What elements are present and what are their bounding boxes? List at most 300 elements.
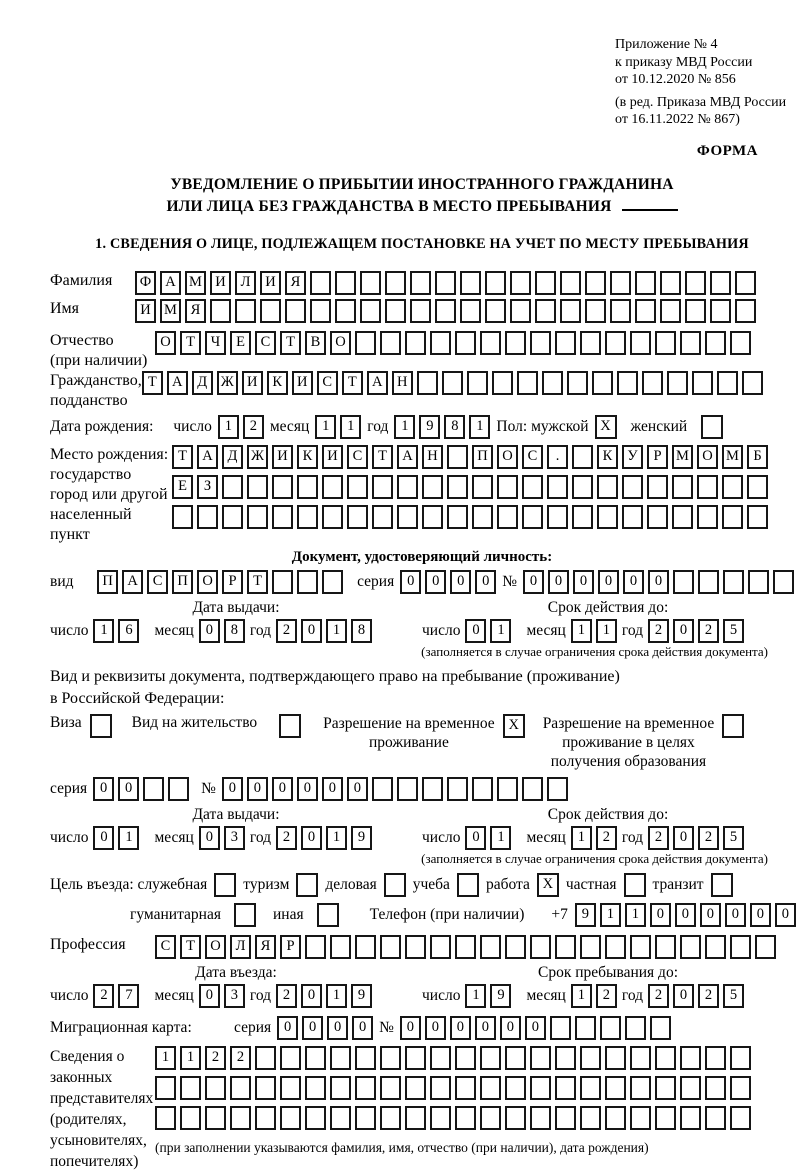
- char-box[interactable]: [480, 1046, 501, 1070]
- char-box[interactable]: [335, 299, 356, 323]
- char-box[interactable]: [205, 1076, 226, 1100]
- char-box[interactable]: 0: [400, 1016, 421, 1040]
- char-box[interactable]: Л: [235, 271, 256, 295]
- char-box[interactable]: 2: [230, 1046, 251, 1070]
- char-box[interactable]: 1: [571, 984, 592, 1008]
- char-box[interactable]: З: [197, 475, 218, 499]
- char-box[interactable]: [280, 1046, 301, 1070]
- char-box[interactable]: [310, 299, 331, 323]
- char-box[interactable]: [355, 331, 376, 355]
- char-box[interactable]: [680, 1106, 701, 1130]
- char-box[interactable]: 0: [93, 826, 114, 850]
- char-box[interactable]: [730, 1106, 751, 1130]
- char-box[interactable]: [372, 475, 393, 499]
- char-box[interactable]: А: [167, 371, 188, 395]
- visa-checkbox[interactable]: [90, 714, 112, 738]
- char-box[interactable]: 0: [301, 826, 322, 850]
- char-box[interactable]: [535, 299, 556, 323]
- gender-male-checkbox[interactable]: X: [595, 415, 617, 439]
- char-box[interactable]: [673, 570, 694, 594]
- char-box[interactable]: [417, 371, 438, 395]
- char-box[interactable]: 1: [465, 984, 486, 1008]
- char-box[interactable]: [530, 331, 551, 355]
- char-box[interactable]: 0: [199, 826, 220, 850]
- char-box[interactable]: [605, 1046, 626, 1070]
- char-box[interactable]: 3: [224, 826, 245, 850]
- char-box[interactable]: [530, 1076, 551, 1100]
- char-box[interactable]: 2: [648, 619, 669, 643]
- char-box[interactable]: [755, 935, 776, 959]
- char-box[interactable]: [430, 1106, 451, 1130]
- purpose-humanitarian-checkbox[interactable]: [234, 903, 256, 927]
- char-box[interactable]: [747, 475, 768, 499]
- char-box[interactable]: [530, 935, 551, 959]
- char-box[interactable]: [580, 1046, 601, 1070]
- purpose-tourism-checkbox[interactable]: [296, 873, 318, 897]
- char-box[interactable]: 1: [625, 903, 646, 927]
- char-box[interactable]: [705, 331, 726, 355]
- char-box[interactable]: [330, 1106, 351, 1130]
- char-box[interactable]: [572, 505, 593, 529]
- char-box[interactable]: Т: [280, 331, 301, 355]
- char-box[interactable]: Я: [285, 271, 306, 295]
- char-box[interactable]: [710, 271, 731, 295]
- char-box[interactable]: [592, 371, 613, 395]
- char-box[interactable]: [435, 299, 456, 323]
- char-box[interactable]: 1: [490, 826, 511, 850]
- char-box[interactable]: 0: [327, 1016, 348, 1040]
- char-box[interactable]: [385, 299, 406, 323]
- char-box[interactable]: [230, 1076, 251, 1100]
- char-box[interactable]: 2: [243, 415, 264, 439]
- gender-female-checkbox[interactable]: [701, 415, 723, 439]
- char-box[interactable]: 0: [277, 1016, 298, 1040]
- char-box[interactable]: 0: [500, 1016, 521, 1040]
- char-box[interactable]: О: [497, 445, 518, 469]
- char-box[interactable]: [580, 1106, 601, 1130]
- char-box[interactable]: [685, 299, 706, 323]
- char-box[interactable]: 0: [222, 777, 243, 801]
- char-box[interactable]: [297, 570, 318, 594]
- char-box[interactable]: [555, 1046, 576, 1070]
- char-box[interactable]: [647, 475, 668, 499]
- char-box[interactable]: [660, 271, 681, 295]
- char-box[interactable]: 0: [650, 903, 671, 927]
- char-box[interactable]: 1: [315, 415, 336, 439]
- purpose-other-checkbox[interactable]: [317, 903, 339, 927]
- char-box[interactable]: [567, 371, 588, 395]
- char-box[interactable]: [222, 505, 243, 529]
- char-box[interactable]: П: [97, 570, 118, 594]
- char-box[interactable]: О: [697, 445, 718, 469]
- char-box[interactable]: [547, 475, 568, 499]
- char-box[interactable]: Т: [142, 371, 163, 395]
- char-box[interactable]: 0: [400, 570, 421, 594]
- char-box[interactable]: Р: [280, 935, 301, 959]
- purpose-private-checkbox[interactable]: [624, 873, 646, 897]
- char-box[interactable]: [705, 1106, 726, 1130]
- char-box[interactable]: 0: [750, 903, 771, 927]
- char-box[interactable]: 2: [648, 826, 669, 850]
- char-box[interactable]: [580, 935, 601, 959]
- char-box[interactable]: 1: [155, 1046, 176, 1070]
- char-box[interactable]: А: [397, 445, 418, 469]
- char-box[interactable]: [247, 505, 268, 529]
- char-box[interactable]: [380, 1106, 401, 1130]
- purpose-transit-checkbox[interactable]: [711, 873, 733, 897]
- char-box[interactable]: 1: [571, 826, 592, 850]
- char-box[interactable]: С: [155, 935, 176, 959]
- char-box[interactable]: [610, 299, 631, 323]
- char-box[interactable]: 2: [93, 984, 114, 1008]
- char-box[interactable]: [742, 371, 763, 395]
- char-box[interactable]: [285, 299, 306, 323]
- char-box[interactable]: [697, 505, 718, 529]
- char-box[interactable]: 1: [571, 619, 592, 643]
- char-box[interactable]: [410, 299, 431, 323]
- char-box[interactable]: 1: [93, 619, 114, 643]
- char-box[interactable]: [372, 777, 393, 801]
- char-box[interactable]: 2: [205, 1046, 226, 1070]
- char-box[interactable]: [385, 271, 406, 295]
- char-box[interactable]: [550, 1016, 571, 1040]
- char-box[interactable]: Т: [180, 331, 201, 355]
- char-box[interactable]: [597, 505, 618, 529]
- char-box[interactable]: О: [330, 331, 351, 355]
- char-box[interactable]: 1: [469, 415, 490, 439]
- char-box[interactable]: [460, 299, 481, 323]
- char-box[interactable]: И: [260, 271, 281, 295]
- char-box[interactable]: [680, 935, 701, 959]
- char-box[interactable]: [560, 271, 581, 295]
- char-box[interactable]: 8: [351, 619, 372, 643]
- char-box[interactable]: 0: [523, 570, 544, 594]
- char-box[interactable]: Р: [222, 570, 243, 594]
- char-box[interactable]: [447, 475, 468, 499]
- char-box[interactable]: [492, 371, 513, 395]
- char-box[interactable]: [647, 505, 668, 529]
- char-box[interactable]: 1: [394, 415, 415, 439]
- char-box[interactable]: [535, 271, 556, 295]
- char-box[interactable]: [405, 935, 426, 959]
- char-box[interactable]: [472, 505, 493, 529]
- char-box[interactable]: 3: [224, 984, 245, 1008]
- char-box[interactable]: [447, 445, 468, 469]
- char-box[interactable]: [655, 935, 676, 959]
- char-box[interactable]: Т: [372, 445, 393, 469]
- char-box[interactable]: И: [272, 445, 293, 469]
- char-box[interactable]: [360, 271, 381, 295]
- char-box[interactable]: [585, 299, 606, 323]
- char-box[interactable]: [347, 505, 368, 529]
- char-box[interactable]: О: [205, 935, 226, 959]
- char-box[interactable]: [497, 777, 518, 801]
- char-box[interactable]: [355, 1106, 376, 1130]
- char-box[interactable]: М: [185, 271, 206, 295]
- char-box[interactable]: 0: [548, 570, 569, 594]
- char-box[interactable]: 0: [700, 903, 721, 927]
- char-box[interactable]: [717, 371, 738, 395]
- char-box[interactable]: [660, 299, 681, 323]
- char-box[interactable]: К: [297, 445, 318, 469]
- char-box[interactable]: [472, 777, 493, 801]
- char-box[interactable]: [560, 299, 581, 323]
- char-box[interactable]: [748, 570, 769, 594]
- char-box[interactable]: [580, 331, 601, 355]
- char-box[interactable]: И: [292, 371, 313, 395]
- char-box[interactable]: С: [347, 445, 368, 469]
- char-box[interactable]: [505, 935, 526, 959]
- char-box[interactable]: [705, 935, 726, 959]
- char-box[interactable]: 0: [450, 570, 471, 594]
- char-box[interactable]: [667, 371, 688, 395]
- char-box[interactable]: [692, 371, 713, 395]
- temp-permit-checkbox[interactable]: X: [503, 714, 525, 738]
- char-box[interactable]: А: [122, 570, 143, 594]
- char-box[interactable]: [622, 475, 643, 499]
- char-box[interactable]: 5: [723, 826, 744, 850]
- char-box[interactable]: [680, 331, 701, 355]
- char-box[interactable]: [510, 271, 531, 295]
- char-box[interactable]: [580, 1076, 601, 1100]
- char-box[interactable]: 1: [326, 984, 347, 1008]
- char-box[interactable]: 2: [596, 984, 617, 1008]
- char-box[interactable]: Д: [192, 371, 213, 395]
- char-box[interactable]: [735, 271, 756, 295]
- char-box[interactable]: [605, 331, 626, 355]
- char-box[interactable]: 0: [475, 1016, 496, 1040]
- char-box[interactable]: [280, 1106, 301, 1130]
- char-box[interactable]: 0: [673, 826, 694, 850]
- char-box[interactable]: [497, 505, 518, 529]
- char-box[interactable]: 2: [276, 619, 297, 643]
- char-box[interactable]: [380, 331, 401, 355]
- char-box[interactable]: 5: [723, 619, 744, 643]
- char-box[interactable]: 1: [118, 826, 139, 850]
- char-box[interactable]: [410, 271, 431, 295]
- char-box[interactable]: 1: [600, 903, 621, 927]
- char-box[interactable]: 0: [465, 619, 486, 643]
- char-box[interactable]: 1: [326, 619, 347, 643]
- char-box[interactable]: [655, 1076, 676, 1100]
- char-box[interactable]: [335, 271, 356, 295]
- char-box[interactable]: 0: [465, 826, 486, 850]
- char-box[interactable]: [467, 371, 488, 395]
- char-box[interactable]: [655, 1046, 676, 1070]
- char-box[interactable]: [622, 505, 643, 529]
- char-box[interactable]: [555, 1076, 576, 1100]
- char-box[interactable]: [272, 475, 293, 499]
- char-box[interactable]: [600, 1016, 621, 1040]
- char-box[interactable]: [672, 475, 693, 499]
- char-box[interactable]: [397, 777, 418, 801]
- char-box[interactable]: [430, 1076, 451, 1100]
- char-box[interactable]: [605, 1076, 626, 1100]
- char-box[interactable]: [630, 935, 651, 959]
- char-box[interactable]: [635, 271, 656, 295]
- char-box[interactable]: Т: [342, 371, 363, 395]
- char-box[interactable]: [497, 475, 518, 499]
- char-box[interactable]: Ж: [247, 445, 268, 469]
- char-box[interactable]: [405, 1106, 426, 1130]
- char-box[interactable]: [730, 1046, 751, 1070]
- char-box[interactable]: [247, 475, 268, 499]
- char-box[interactable]: [197, 505, 218, 529]
- char-box[interactable]: [422, 505, 443, 529]
- char-box[interactable]: [355, 1076, 376, 1100]
- char-box[interactable]: [172, 505, 193, 529]
- char-box[interactable]: 9: [575, 903, 596, 927]
- residence-permit-checkbox[interactable]: [279, 714, 301, 738]
- char-box[interactable]: Т: [247, 570, 268, 594]
- char-box[interactable]: [230, 1106, 251, 1130]
- char-box[interactable]: П: [472, 445, 493, 469]
- char-box[interactable]: 0: [425, 570, 446, 594]
- char-box[interactable]: [710, 299, 731, 323]
- char-box[interactable]: [680, 1076, 701, 1100]
- char-box[interactable]: Л: [230, 935, 251, 959]
- char-box[interactable]: 8: [444, 415, 465, 439]
- char-box[interactable]: К: [597, 445, 618, 469]
- char-box[interactable]: [730, 331, 751, 355]
- char-box[interactable]: 1: [340, 415, 361, 439]
- char-box[interactable]: [355, 1046, 376, 1070]
- char-box[interactable]: А: [197, 445, 218, 469]
- char-box[interactable]: [435, 271, 456, 295]
- char-box[interactable]: [730, 1076, 751, 1100]
- purpose-study-checkbox[interactable]: [457, 873, 479, 897]
- char-box[interactable]: [698, 570, 719, 594]
- char-box[interactable]: [680, 1046, 701, 1070]
- char-box[interactable]: [517, 371, 538, 395]
- char-box[interactable]: [555, 331, 576, 355]
- char-box[interactable]: [617, 371, 638, 395]
- char-box[interactable]: [625, 1016, 646, 1040]
- char-box[interactable]: 0: [725, 903, 746, 927]
- char-box[interactable]: [480, 935, 501, 959]
- char-box[interactable]: 0: [450, 1016, 471, 1040]
- char-box[interactable]: [330, 1076, 351, 1100]
- char-box[interactable]: 2: [698, 984, 719, 1008]
- char-box[interactable]: 9: [351, 826, 372, 850]
- char-box[interactable]: [255, 1076, 276, 1100]
- char-box[interactable]: К: [267, 371, 288, 395]
- char-box[interactable]: [280, 1076, 301, 1100]
- char-box[interactable]: [155, 1076, 176, 1100]
- char-box[interactable]: [522, 505, 543, 529]
- char-box[interactable]: [480, 1106, 501, 1130]
- char-box[interactable]: И: [135, 299, 156, 323]
- char-box[interactable]: Ж: [217, 371, 238, 395]
- char-box[interactable]: [542, 371, 563, 395]
- char-box[interactable]: 2: [276, 984, 297, 1008]
- char-box[interactable]: [422, 475, 443, 499]
- char-box[interactable]: [380, 1046, 401, 1070]
- char-box[interactable]: .: [547, 445, 568, 469]
- char-box[interactable]: [650, 1016, 671, 1040]
- char-box[interactable]: [480, 331, 501, 355]
- char-box[interactable]: 0: [775, 903, 796, 927]
- char-box[interactable]: [255, 1046, 276, 1070]
- char-box[interactable]: 0: [475, 570, 496, 594]
- char-box[interactable]: И: [242, 371, 263, 395]
- char-box[interactable]: Н: [392, 371, 413, 395]
- char-box[interactable]: [205, 1106, 226, 1130]
- char-box[interactable]: [697, 475, 718, 499]
- char-box[interactable]: [297, 475, 318, 499]
- char-box[interactable]: [555, 935, 576, 959]
- char-box[interactable]: 0: [322, 777, 343, 801]
- char-box[interactable]: О: [197, 570, 218, 594]
- char-box[interactable]: [485, 299, 506, 323]
- char-box[interactable]: М: [160, 299, 181, 323]
- char-box[interactable]: [397, 505, 418, 529]
- char-box[interactable]: [305, 1046, 326, 1070]
- char-box[interactable]: [143, 777, 164, 801]
- char-box[interactable]: [605, 1106, 626, 1130]
- char-box[interactable]: П: [172, 570, 193, 594]
- char-box[interactable]: [322, 505, 343, 529]
- char-box[interactable]: [547, 505, 568, 529]
- char-box[interactable]: [605, 935, 626, 959]
- char-box[interactable]: [572, 475, 593, 499]
- char-box[interactable]: [442, 371, 463, 395]
- char-box[interactable]: С: [255, 331, 276, 355]
- char-box[interactable]: [447, 777, 468, 801]
- char-box[interactable]: [155, 1106, 176, 1130]
- char-box[interactable]: В: [305, 331, 326, 355]
- char-box[interactable]: [168, 777, 189, 801]
- char-box[interactable]: [722, 505, 743, 529]
- char-box[interactable]: 0: [347, 777, 368, 801]
- char-box[interactable]: [405, 1076, 426, 1100]
- char-box[interactable]: [735, 299, 756, 323]
- char-box[interactable]: [547, 777, 568, 801]
- char-box[interactable]: [705, 1076, 726, 1100]
- char-box[interactable]: 1: [180, 1046, 201, 1070]
- char-box[interactable]: А: [160, 271, 181, 295]
- char-box[interactable]: 0: [623, 570, 644, 594]
- char-box[interactable]: [272, 505, 293, 529]
- char-box[interactable]: [180, 1106, 201, 1130]
- char-box[interactable]: [255, 1106, 276, 1130]
- char-box[interactable]: [460, 271, 481, 295]
- char-box[interactable]: [372, 505, 393, 529]
- char-box[interactable]: [330, 1046, 351, 1070]
- char-box[interactable]: У: [622, 445, 643, 469]
- char-box[interactable]: М: [722, 445, 743, 469]
- char-box[interactable]: [235, 299, 256, 323]
- char-box[interactable]: [480, 1076, 501, 1100]
- char-box[interactable]: 1: [326, 826, 347, 850]
- char-box[interactable]: 0: [302, 1016, 323, 1040]
- char-box[interactable]: Т: [180, 935, 201, 959]
- char-box[interactable]: [297, 505, 318, 529]
- char-box[interactable]: [597, 475, 618, 499]
- char-box[interactable]: [505, 1046, 526, 1070]
- char-box[interactable]: Д: [222, 445, 243, 469]
- char-box[interactable]: А: [367, 371, 388, 395]
- char-box[interactable]: 0: [525, 1016, 546, 1040]
- purpose-official-checkbox[interactable]: [214, 873, 236, 897]
- char-box[interactable]: [455, 1106, 476, 1130]
- char-box[interactable]: 0: [352, 1016, 373, 1040]
- char-box[interactable]: 1: [596, 619, 617, 643]
- char-box[interactable]: [210, 299, 231, 323]
- char-box[interactable]: [430, 1046, 451, 1070]
- char-box[interactable]: С: [147, 570, 168, 594]
- char-box[interactable]: 9: [351, 984, 372, 1008]
